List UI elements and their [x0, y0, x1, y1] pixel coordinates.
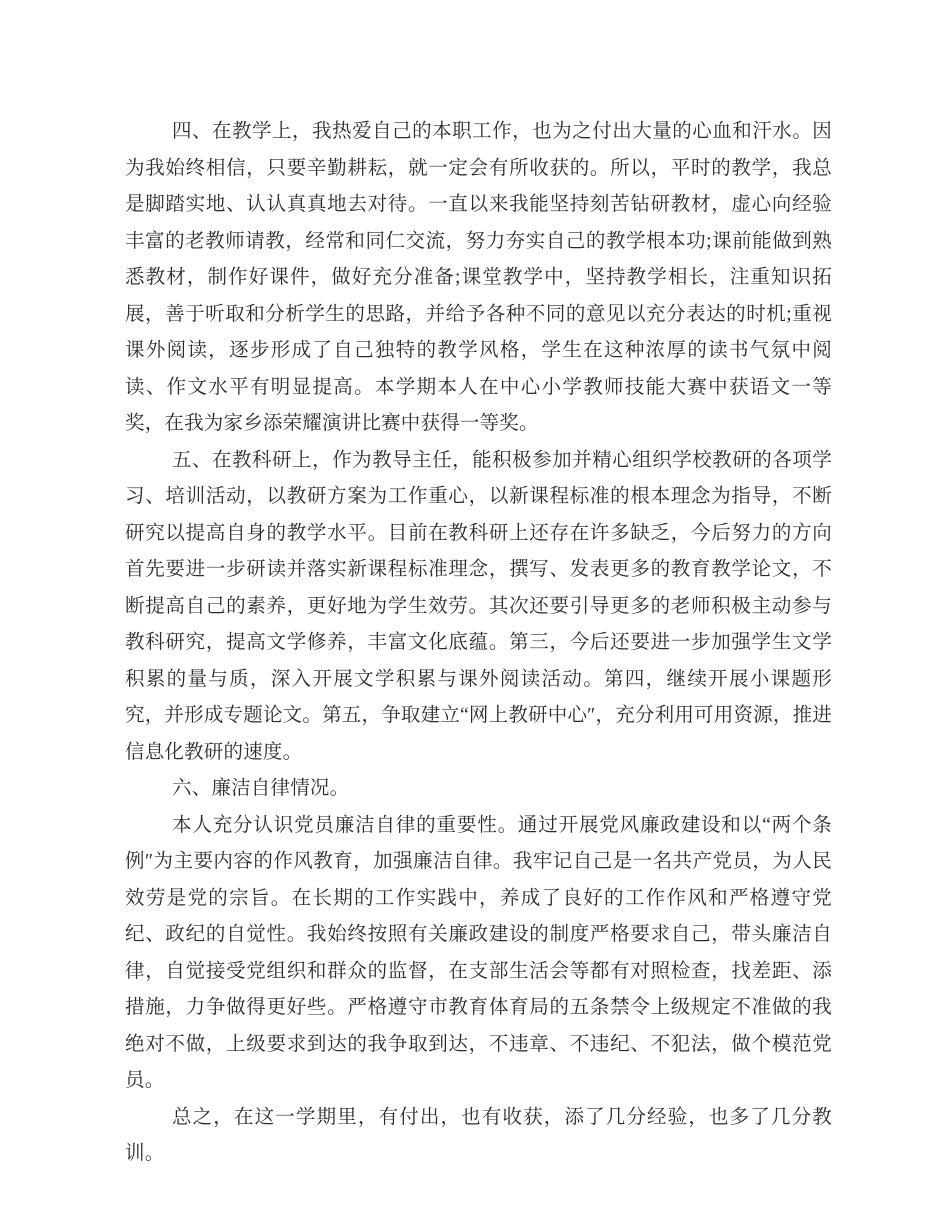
paragraph-integrity-detail: 本人充分认识党员廉洁自律的重要性。通过开展党风廉政建设和以“两个条例″为主要内容的作风教育，加强廉洁自律。我牢记自己是一名共产党员，为人民效劳是党的宗旨。在长期的工作实践中，养成了良好的工作作风和严格遵守党纪、政纪的自觉性。我始终按照有关廉政建设的制度严格要求自己，带头廉洁自律，自觉接受党组织和群众的监督，在支部生活会等都有对照检查，找差距、添措施，力争做得更好些。严格遵守市教育体育局的五条禁令上级规定不准做的我绝对不做，上级要求到达的我争取到达，不违章、不违纪、不犯法，做个模范党员。: [125, 814, 832, 1091]
paragraph-teaching-research: 五、在教科研上，作为教导主任，能积极参加并精心组织学校教研的各项学习、培训活动，以教研方案为工作重心，以新课程标准的根本理念为指导，不断研究以提高自身的教学水平。目前在教科研上还存在许多缺乏，今后努力的方向首先要进一步研读并落实新课程标准理念，撰写、发表更多的教育教学论文，不断提高自己的素养，更好地为学生效劳。其次还要引导更多的老师积极主动参与教科研究，提高文学修养，丰富文化底蕴。第三，今后还要进一步加强学生文学积累的量与质，深入开展文学积累与课外阅读活动。第四，继续开展小课题形究，并形成专题论文。第五，争取建立“网上教研中心″，充分利用可用资源，推进信息化教研的速度。: [125, 449, 832, 763]
paragraph-teaching-work: 四、在教学上，我热爱自己的本职工作，也为之付出大量的心血和汗水。因为我始终相信，只要辛勤耕耘，就一定会有所收获的。所以，平时的教学，我总是脚踏实地、认认真真地去对待。一直以来我能坚持刻苦钻研教材，虚心向经验丰富的老教师请教，经常和同仁交流，努力夯实自己的教学根本功;课前能做到熟悉教材，制作好课件，做好充分准备;课堂教学中，坚持教学相长，注重知识拓展，善于听取和分析学生的思路，并给予各种不同的意见以充分表达的时机;重视课外阅读，逐步形成了自己独特的教学风格，学生在这种浓厚的读书气氛中阅读、作文水平有明显提高。本学期本人在中心小学教师技能大赛中获语文一等奖，在我为家乡添荣耀演讲比赛中获得一等奖。: [125, 121, 832, 434]
document-body: [125, 114, 832, 1173]
paragraph-integrity-heading: 六、廉洁自律情况。: [172, 778, 350, 799]
paragraph-conclusion: 总之，在这一学期里，有付出，也有收获，添了几分经验，也多了几分教训。: [125, 1106, 832, 1164]
